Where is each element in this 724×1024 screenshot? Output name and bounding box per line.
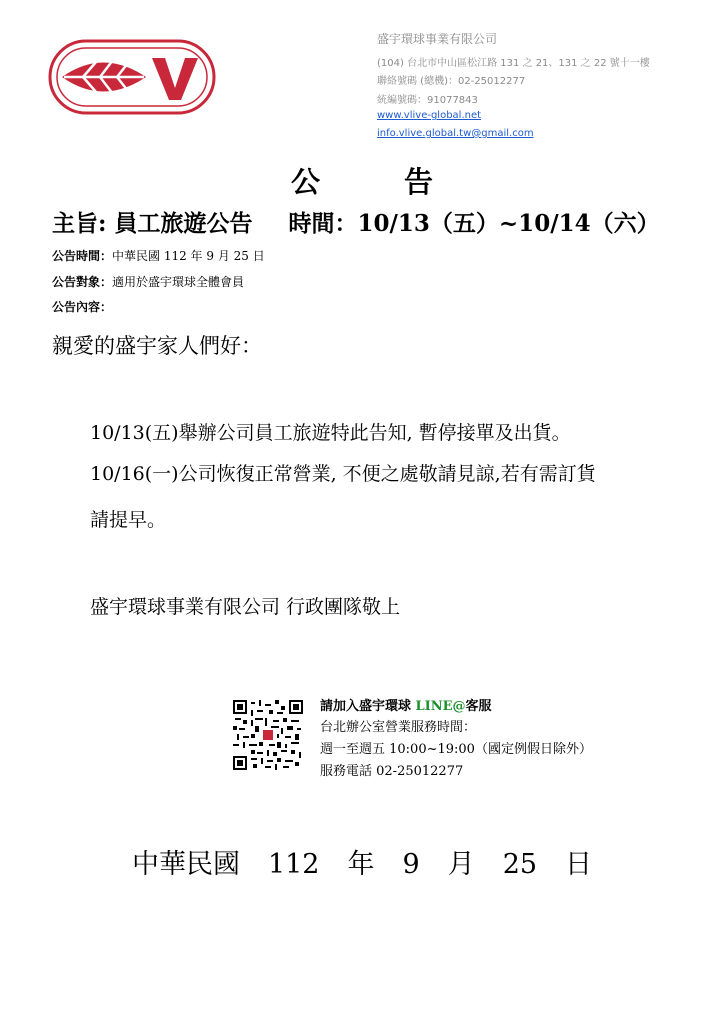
company-logo	[48, 38, 218, 116]
office-hours: 週一至週五 10:00~19:00（國定例假日除外）	[320, 742, 592, 757]
line-account-label: LINE@	[415, 699, 466, 714]
announce-time-row	[52, 247, 265, 264]
date-month-unit: 月	[447, 849, 475, 880]
notice-subject-row	[52, 205, 660, 238]
body-line-1: 10/13(五)舉辦公司員工旅遊特此告知, 暫停接單及出貨。	[90, 422, 571, 444]
content-label: 公告內容：	[52, 300, 113, 314]
audience-label: 公告對象：	[52, 275, 113, 289]
cs-title-suffix: 客服	[465, 699, 492, 714]
company-name: 盛宇環球事業有限公司	[377, 32, 498, 46]
audience-row	[52, 273, 244, 290]
leaf-icon	[62, 60, 146, 94]
greeting: 親愛的盛宇家人們好：	[52, 334, 262, 358]
notice-subject: 主旨: 員工旅遊公告	[52, 210, 253, 237]
website-link[interactable]: www.vlive-global.net	[377, 110, 482, 121]
date-era: 中華民國	[131, 849, 240, 880]
announce-time-value: 中華民國 112 年 9 月 25 日	[112, 249, 265, 263]
notice-time: 時間：10/13（五）~10/14（六）	[288, 210, 660, 237]
date-month: 9	[402, 849, 420, 880]
company-tax-id: 統編號碼：91077843	[377, 95, 478, 106]
service-phone: 服務電話 02-25012277	[320, 764, 464, 779]
company-address: (104) 台北市中山區松江路 131 之 21、131 之 22 號十一樓	[377, 58, 650, 69]
v-letter-icon	[152, 58, 198, 100]
date-year: 112	[267, 849, 320, 880]
signoff: 盛宇環球事業有限公司 行政團隊敬上	[90, 596, 401, 618]
audience-value: 適用於盛宇環球全體會員	[112, 275, 245, 289]
content-label-row	[52, 298, 112, 315]
company-phone: 聯絡號碼 (總機)：02-25012277	[377, 76, 526, 87]
date-year-unit: 年	[347, 849, 375, 880]
body-line-2: 10/16(一)公司恢復正常營業, 不便之處敬請見諒,若有需訂貨	[90, 463, 596, 485]
date-day: 25	[502, 849, 538, 880]
cs-title-prefix: 請加入盛宇環球	[320, 699, 416, 714]
line-qr-code[interactable]	[233, 700, 303, 770]
email-link[interactable]: info.vlive.global.tw@gmail.com	[377, 128, 534, 139]
office-hours-label: 台北辦公室營業服務時間：	[320, 720, 477, 735]
notice-title: 公告	[290, 165, 517, 199]
announce-time-label: 公告時間：	[52, 249, 113, 263]
body-line-3: 請提早。	[90, 509, 167, 531]
cs-title	[320, 695, 492, 714]
date-day-unit: 日	[565, 849, 593, 880]
footer-date	[0, 842, 724, 881]
